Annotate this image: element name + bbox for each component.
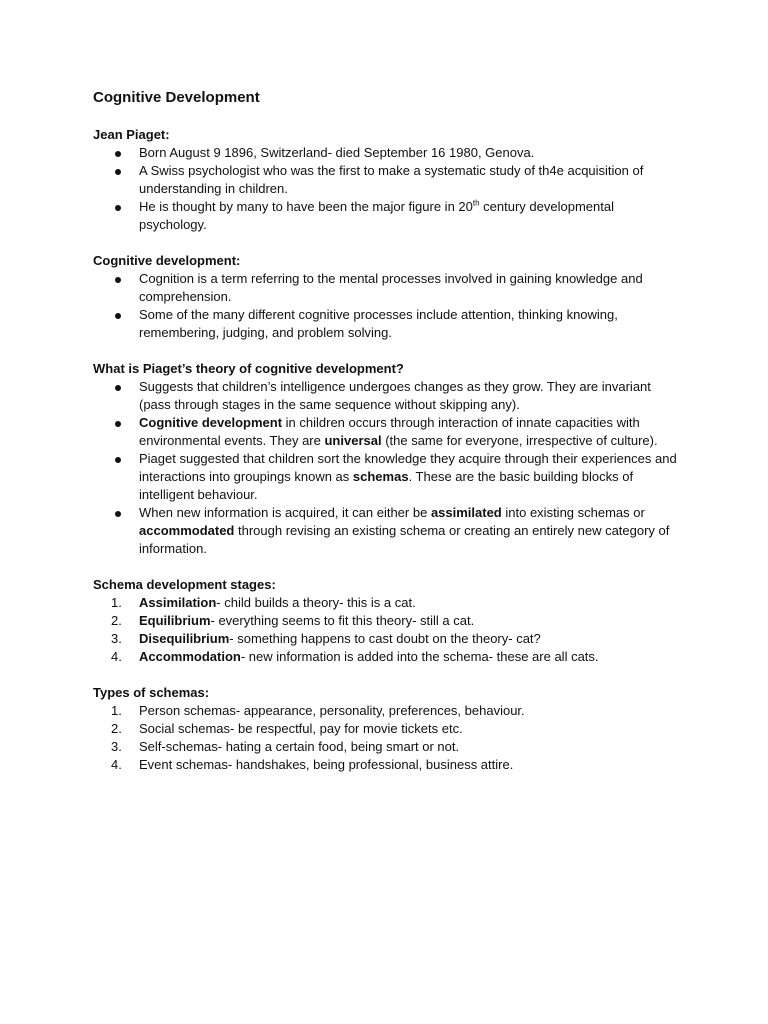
section-schema-stages [93, 576, 683, 666]
list-item [93, 612, 683, 630]
bullet-icon [115, 421, 121, 427]
item-text: in children occurs through interaction of innate capacities with environmental events. They are [139, 415, 640, 448]
item-text: (the same for everyone, irrespective of culture). [381, 433, 658, 448]
section-heading: What is Piaget’s theory of cognitive development? [93, 361, 404, 376]
item-text: Suggests that children’s intelligence undergoes changes as they grow. They are invariant (pass through stages in the same sequence without skipping any). [139, 379, 651, 412]
section-heading: Types of schemas: [93, 685, 210, 700]
item-text: Self-schemas- hating a certain food, being smart or not. [139, 739, 460, 754]
list-number: 1. [111, 703, 122, 718]
item-text: through revising an existing schema or creating an entirely new category of information. [139, 523, 670, 556]
list-item [93, 270, 683, 306]
item-text: - everything seems to fit this theory- still a cat. [210, 613, 475, 628]
item-text: Person schemas- appearance, personality, preferences, behaviour. [139, 703, 525, 718]
item-text: Piaget suggested that children sort the knowledge they acquire through their experiences and interactions into groupings known as [139, 451, 677, 484]
section-heading: Cognitive development: [93, 253, 241, 268]
item-text: Some of the many different cognitive processes include attention, thinking knowing, remembering, judging, and problem solving. [139, 307, 618, 340]
bullet-icon [115, 205, 121, 211]
bullet-icon [115, 457, 121, 463]
section-types-of-schemas [93, 684, 683, 774]
item-text: Cognition is a term referring to the mental processes involved in gaining knowledge and comprehension. [139, 271, 643, 304]
list-number: 4. [111, 757, 122, 772]
bold-term: accommodated [139, 523, 235, 538]
bullet-icon [115, 151, 121, 157]
list-item [93, 450, 683, 504]
list-item [93, 720, 683, 738]
bullet-list [93, 378, 683, 558]
numbered-list [93, 594, 683, 666]
item-text: When new information is acquired, it can either be [139, 505, 431, 520]
bullet-icon [115, 277, 121, 283]
list-number: 3. [111, 631, 122, 646]
bold-term: universal [324, 433, 382, 448]
list-number: 4. [111, 649, 122, 664]
bold-term: Equilibrium [139, 613, 211, 628]
list-number: 2. [111, 721, 122, 736]
bold-term: Accommodation [139, 649, 241, 664]
item-text: century developmental psychology. [139, 199, 614, 232]
list-number: 3. [111, 739, 122, 754]
item-text: He is thought by many to have been the major figure in 20 [139, 199, 473, 214]
item-text: Social schemas- be respectful, pay for movie tickets etc. [139, 721, 463, 736]
item-text: into existing schemas or [501, 505, 645, 520]
item-text: . These are the basic building blocks of intelligent behaviour. [139, 469, 634, 502]
list-item [93, 378, 683, 414]
list-number: 1. [111, 595, 122, 610]
list-item [93, 144, 683, 162]
list-item [93, 648, 683, 666]
bullet-list [93, 270, 683, 342]
list-item [93, 630, 683, 648]
bullet-icon [115, 169, 121, 175]
item-text: Born August 9 1896, Switzerland- died September 16 1980, Genova. [139, 145, 535, 160]
section-jean-piaget [93, 126, 683, 234]
document-page [93, 88, 683, 792]
list-item [93, 198, 683, 234]
bullet-list [93, 144, 683, 234]
section-heading: Schema development stages: [93, 577, 276, 592]
bullet-icon [115, 385, 121, 391]
numbered-list [93, 702, 683, 774]
section-cognitive-development [93, 252, 683, 342]
bold-term: schemas [352, 469, 409, 484]
list-item [93, 414, 683, 450]
list-number: 2. [111, 613, 122, 628]
list-item [93, 738, 683, 756]
section-piaget-theory [93, 360, 683, 558]
item-text: - something happens to cast doubt on the theory- cat? [229, 631, 541, 646]
bold-term: Cognitive development [139, 415, 283, 430]
section-heading: Jean Piaget: [93, 127, 170, 142]
list-item [93, 504, 683, 558]
list-item [93, 594, 683, 612]
list-item [93, 756, 683, 774]
list-item [93, 306, 683, 342]
bold-term: Disequilibrium [139, 631, 230, 646]
list-item [93, 702, 683, 720]
bullet-icon [115, 511, 121, 517]
superscript: th [472, 198, 480, 208]
document-title: Cognitive Development [93, 89, 260, 106]
bold-term: assimilated [430, 505, 502, 520]
item-text: - child builds a theory- this is a cat. [216, 595, 416, 610]
item-text: A Swiss psychologist who was the first to make a systematic study of th4e acquisition of understanding in children. [139, 163, 644, 196]
list-item [93, 162, 683, 198]
item-text: Event schemas- handshakes, being professional, business attire. [139, 757, 514, 772]
bold-term: Assimilation [139, 595, 217, 610]
bullet-icon [115, 313, 121, 319]
item-text: - new information is added into the schema- these are all cats. [240, 649, 599, 664]
